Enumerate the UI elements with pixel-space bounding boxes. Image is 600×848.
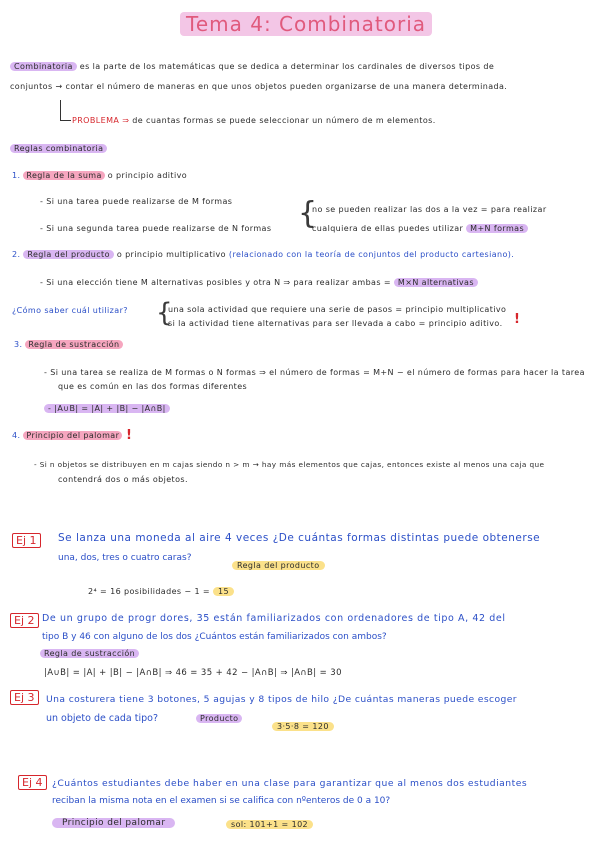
ej1-line-1: Se lanza una moneda al aire 4 veces ¿De cuántas formas distintas puede obtenerse	[58, 532, 541, 544]
ej2-line-2: tipo B y 46 con alguno de los dos ¿Cuántos están familiarizados con ambos?	[42, 632, 387, 642]
curly-brace-2: {	[156, 298, 173, 328]
ej2-line-1: De un grupo de progr dores, 35 están familiarizados con ordenadores de tipo A, 42 del	[42, 613, 506, 624]
page-title	[180, 12, 432, 36]
regla-sustraccion-heading	[14, 340, 123, 349]
regla-producto-name: Regla del producto	[23, 250, 114, 259]
regla-producto-rest: o principio multiplicativo	[116, 250, 226, 259]
ej2-tag: Regla de sustracción	[40, 649, 139, 658]
ej1-tag-wrap	[232, 561, 325, 570]
regla-producto-line	[40, 278, 478, 287]
regla-producto-number: 2.	[12, 250, 21, 259]
como-saber-line-1: una sola actividad que requiere una serie de pasos = principio multiplicativo	[168, 305, 507, 314]
ej2-calc: |A∪B| = |A| + |B| − |A∩B| ⇒ 46 = 35 + 42 − |A∩B| ⇒ |A∩B| = 30	[44, 668, 342, 678]
como-saber-line-2: si la actividad tiene alternativas para ser llevada a cabo = principio aditivo.	[168, 319, 503, 328]
ej1-calc-text: 2⁴ = 16 posibilidades − 1 =	[88, 587, 210, 596]
regla-sustraccion-line-1: - Si una tarea se realiza de M formas o N formas ⇒ el número de formas = M+N − el número de formas para hacer la tarea	[44, 368, 585, 377]
intro-line-1	[10, 62, 494, 71]
regla-producto-text: - Si una elección tiene M alternativas posibles y otra N ⇒ para realizar ambas =	[40, 278, 391, 287]
ej3-calc-wrap	[272, 722, 334, 731]
regla-suma-heading	[12, 171, 187, 180]
ej3-tag-wrap	[196, 714, 242, 723]
ej3-tag: Producto	[196, 714, 242, 723]
ej4-label: Ej 4	[18, 775, 47, 790]
ej1-line-2: una, dos, tres o cuatro caras?	[58, 553, 192, 563]
ej4-line-1: ¿Cuántos estudiantes debe haber en una clase para garantizar que al menos dos estudiantes	[52, 778, 528, 789]
ej4-sol-wrap	[226, 820, 313, 829]
problema-line	[72, 116, 436, 125]
brace-text-bottom-line	[312, 224, 528, 233]
exclamation-icon: !	[514, 312, 520, 327]
ej4-tag-wrap	[52, 818, 175, 828]
brace-text-bottom: cualquiera de ellas puedes utilizar	[312, 224, 464, 233]
ej2-label: Ej 2	[10, 613, 39, 628]
ej3-line-1: Una costurera tiene 3 botones, 5 agujas y 8 tipos de hilo ¿De cuántas maneras puede escoger	[46, 694, 517, 705]
ej3-label: Ej 3	[10, 690, 39, 705]
regla-sustraccion-number: 3.	[14, 340, 23, 349]
palomar-name: Principio del palomar	[23, 431, 122, 440]
problema-text: de cuantas formas se puede seleccionar un número de m elementos.	[132, 116, 436, 125]
ej4-line-2: reciban la misma nota en el examen si se califica con nºenteros de 0 a 10?	[52, 796, 391, 806]
regla-producto-paren: (relacionado con la teoría de conjuntos del producto cartesiano).	[228, 250, 515, 259]
como-saber-question: ¿Cómo saber cuál utilizar?	[12, 306, 128, 315]
sustraccion-formula	[44, 404, 170, 413]
title-text: Tema 4: Combinatoria	[180, 12, 432, 36]
palomar-line-1: - Si n objetos se distribuyen en m cajas siendo n > m → hay más elementos que cajas, entonces existe al menos una caja que	[34, 460, 545, 469]
reglas-heading-text: Reglas combinatoria	[10, 144, 107, 153]
arrow-connector	[60, 100, 71, 121]
ej4-sol: sol: 101+1 = 102	[226, 820, 313, 829]
ej3-line-2: un objeto de cada tipo?	[46, 713, 159, 724]
regla-suma-line-a: - Si una tarea puede realizarse de M formas	[40, 197, 233, 206]
brace-text-top: no se pueden realizar las dos a la vez = para realizar	[312, 205, 547, 214]
problema-label: PROBLEMA	[72, 116, 120, 125]
palomar-number: 4.	[12, 431, 21, 440]
brace-pill: M+N formas	[466, 224, 528, 233]
regla-suma-line-b: - Si una segunda tarea puede realizarse de N formas	[40, 224, 272, 233]
sustraccion-formula-text: - |A∪B| = |A| + |B| − |A∩B|	[44, 404, 170, 413]
regla-sustraccion-name: Regla de sustracción	[25, 340, 122, 349]
regla-producto-heading	[12, 250, 514, 259]
ej1-tag: Regla del producto	[232, 561, 325, 570]
ej1-result: 15	[213, 587, 234, 596]
reglas-heading	[10, 144, 107, 153]
ej1-calc	[88, 587, 234, 596]
intro-text-1: es la parte de los matemáticas que se dedica a determinar los cardinales de diversos tipos de	[79, 62, 495, 71]
palomar-heading	[12, 431, 122, 440]
exclamation-icon-2: !	[126, 428, 132, 443]
arrow-icon: ⇒	[122, 116, 130, 125]
ej2-tag-wrap	[40, 649, 139, 658]
term-combinatoria: Combinatoria	[10, 62, 77, 71]
regla-sustraccion-line-2: que es común en las dos formas diferentes	[58, 382, 248, 391]
regla-suma-rest: o principio aditivo	[107, 171, 188, 180]
regla-suma-name: Regla de la suma	[23, 171, 104, 180]
regla-suma-number: 1.	[12, 171, 21, 180]
intro-line-2: conjuntos → contar el número de maneras en que unos objetos pueden organizarse de una manera determinada.	[10, 82, 508, 91]
palomar-line-2: contendrá dos o más objetos.	[58, 475, 188, 484]
curly-brace: {	[298, 196, 318, 231]
ej4-tag: Principio del palomar	[52, 818, 175, 828]
ej1-label: Ej 1	[12, 533, 41, 548]
regla-producto-pill: M×N alternativas	[394, 278, 478, 287]
ej3-calc: 3·5·8 = 120	[272, 722, 334, 731]
